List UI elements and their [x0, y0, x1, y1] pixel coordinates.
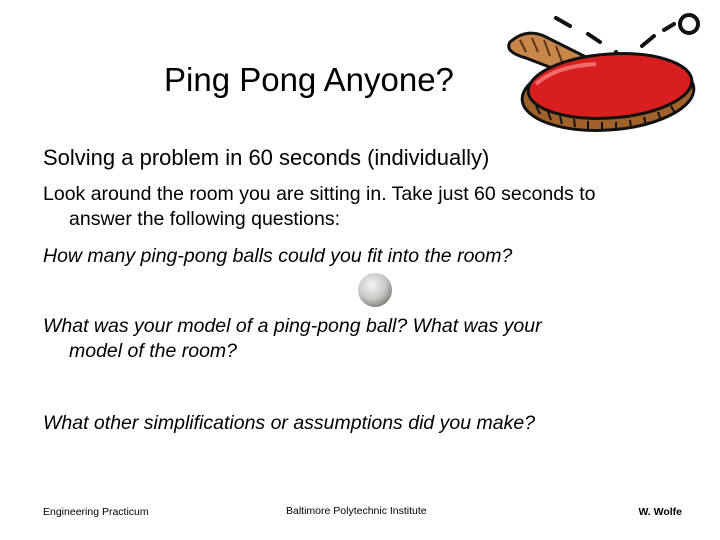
- intro-line-1: Look around the room you are sitting in. Take just 60 seconds to: [43, 183, 596, 205]
- footer-center: Baltimore Polytechnic Institute: [286, 505, 427, 517]
- question-2-line-1: What was your model of a ping-pong ball? What was your: [43, 315, 542, 337]
- question-1: How many ping-pong balls could you fit into the room?: [43, 245, 513, 267]
- footer-left: Engineering Practicum: [43, 506, 149, 518]
- question-3: What other simplifications or assumptions did you make?: [43, 412, 536, 434]
- ping-pong-ball-icon: [355, 270, 395, 310]
- slide-title: Ping Pong Anyone?: [164, 61, 454, 98]
- intro-paragraph: [43, 182, 703, 232]
- footer-right: W. Wolfe: [638, 506, 682, 518]
- intro-line-2: answer the following questions:: [69, 208, 340, 230]
- question-2-line-2: model of the room?: [69, 340, 238, 362]
- ping-pong-paddle-icon: [496, 6, 718, 140]
- slide-heading: Solving a problem in 60 seconds (individually): [43, 145, 490, 170]
- question-2: [43, 314, 663, 364]
